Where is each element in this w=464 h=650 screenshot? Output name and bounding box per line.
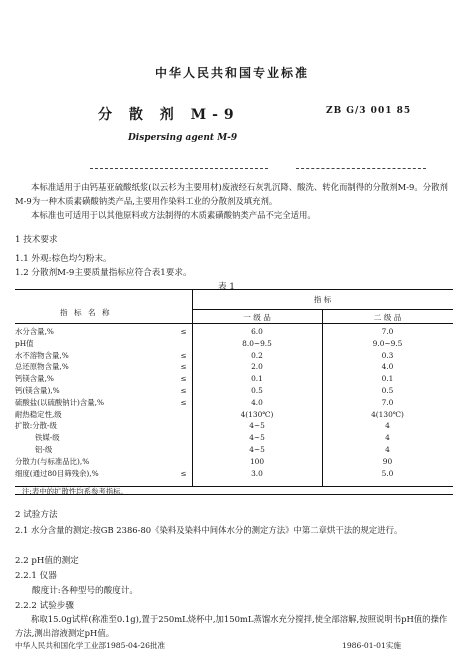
- footer-date: 1986-01-01实施: [342, 641, 401, 650]
- cell-limit: [175, 444, 192, 456]
- table-note: 注:表中的扩散性均系参考指标。: [22, 487, 128, 496]
- cell-name: 铝-级: [35, 444, 53, 454]
- cell-name: 钙(镁含量),%: [15, 385, 60, 395]
- table-row: [15, 338, 453, 350]
- table-header-grade1: 一 级 品: [243, 313, 271, 322]
- table-header-item: 指 标 名 称: [60, 308, 112, 317]
- cell-grade1: 4~5: [249, 433, 265, 443]
- table-top-rule: [15, 289, 453, 290]
- cell-grade1: 4~5: [249, 444, 265, 454]
- cell-grade2: 4: [385, 421, 390, 431]
- cell-grade2: 4(130℃): [371, 409, 404, 419]
- cell-name: 水分含量,%: [15, 327, 54, 336]
- clause-text: 称取15.0g试样(称准至0.1g),置于250mL烧杯中,加150mL蒸馏水充分搅拌,使全部溶解,按照说明书pH值的操作方法,测出溶液测定pH值。: [15, 614, 448, 638]
- cell-grade1: 4~5: [249, 421, 265, 431]
- cell-name: 水不溶物含量,%: [15, 350, 69, 360]
- cell-grade2: 0.5: [381, 385, 394, 395]
- table-row: [15, 444, 453, 456]
- table-row: [15, 468, 453, 480]
- table-caption: 表 1: [218, 282, 235, 292]
- cell-grade1: 100: [249, 456, 265, 466]
- cell-grade1: 0.5: [251, 385, 263, 395]
- cell-grade1: 6.0: [251, 327, 263, 336]
- cell-limit: ≤: [180, 362, 187, 372]
- cell-grade2: 7.0: [381, 327, 394, 336]
- cell-name: 细度(通过80目筛残余),%: [15, 468, 99, 478]
- document-title-english: Dispersing agent M-9: [128, 133, 238, 143]
- cell-limit: ≤: [180, 350, 187, 360]
- intro-paragraph: 本标准也可适用于以其他原料或方法制得的木质素磺酸钠类产品不完全适用。: [31, 210, 316, 220]
- title-divider-right: [296, 168, 426, 169]
- cell-grade1: 0.2: [251, 350, 263, 360]
- clause: 2.2 pH值的测定: [15, 556, 79, 566]
- document-title: 分 散 剂 M-9: [98, 107, 240, 123]
- cell-grade2: 90: [382, 456, 393, 466]
- cell-grade2: 0.3: [381, 350, 394, 360]
- cell-limit: [175, 409, 192, 421]
- cell-limit: [175, 456, 192, 468]
- title-divider-left: [90, 168, 268, 169]
- cell-grade2: 4.0: [381, 362, 394, 372]
- clause-text: 酸度计:各种型号的酸度计。: [32, 586, 139, 596]
- cell-limit: ≤: [180, 397, 187, 407]
- table-row: [15, 326, 453, 338]
- intro-paragraph: 本标准适用于由钙基亚硫酸纸浆(以云杉为主要用材)废液经石灰乳沉降、酸洗、转化而制得的分散剂M-9。分散剂M-9为一种木质素磺酸钠类产品,主要用作染料工业的分散剂及填充剂。: [15, 182, 448, 206]
- cell-grade1: 3.0: [251, 468, 263, 478]
- table-divider: [15, 323, 453, 324]
- clause: 2.2.1 仪器: [15, 571, 57, 581]
- cell-limit: ≤: [180, 327, 187, 336]
- table-row: [15, 373, 453, 385]
- cell-name: 总还原物含量,%: [15, 362, 69, 372]
- clause: 1.1 外观:棕色均匀粉末。: [15, 254, 112, 264]
- cell-limit: ≤: [180, 385, 187, 395]
- table-row: [15, 409, 453, 421]
- cell-grade2: 5.0: [381, 468, 394, 478]
- table-header-spec: 指 标: [313, 295, 332, 304]
- spec-table: [15, 326, 453, 479]
- cell-limit: ≤: [180, 374, 187, 384]
- cell-name: 扩散:分散-级: [15, 421, 57, 431]
- cell-grade1: 0.1: [251, 374, 263, 384]
- table-row: [15, 350, 453, 362]
- cell-name: 硫酸盐(以硫酸钠计)含量,%: [15, 397, 105, 407]
- cell-limit: [175, 338, 192, 350]
- cell-grade1: 8.0~9.5: [242, 338, 272, 348]
- section-heading: 2 试验方法: [15, 510, 58, 520]
- cell-grade2: 7.0: [381, 397, 394, 407]
- cell-name: pH值: [15, 338, 34, 348]
- cell-limit: [175, 420, 192, 432]
- cell-grade1: 4.0: [251, 397, 263, 407]
- clause: 2.1 水分含量的测定:按GB 2386-80《染料及染料中间体水分的测定方法》中第二章烘干法的规定进行。: [15, 525, 403, 535]
- cell-grade1: 2.0: [251, 362, 263, 372]
- section-heading: 1 技术要求: [15, 235, 58, 245]
- cell-grade2: 4: [385, 433, 390, 443]
- table-row: [15, 432, 453, 444]
- document-code: ZB G/3 001 85: [326, 106, 412, 116]
- cell-grade2: 9.0~9.5: [372, 338, 403, 348]
- cell-grade2: 4: [385, 444, 390, 454]
- cell-limit: ≤: [180, 468, 187, 478]
- table-row: [15, 456, 453, 468]
- table-row: [15, 397, 453, 409]
- clause: 2.2.2 试验步骤: [15, 601, 74, 611]
- cell-grade1: 4(130℃): [240, 409, 274, 419]
- cell-name: 钙镁含量,%: [15, 374, 54, 384]
- cell-name: 铁媒-级: [35, 433, 60, 443]
- table-header-grade2: 二 级 品: [373, 313, 402, 322]
- cell-name: 分散力(与标准品比),%: [15, 456, 90, 466]
- clause: 1.2 分散剂M-9主要质量指标应符合表1要求。: [15, 268, 192, 278]
- cell-name: 耐热稳定性,级: [15, 409, 62, 419]
- table-divider: [192, 309, 453, 310]
- cell-grade2: 0.1: [381, 374, 394, 384]
- standard-title: 中华人民共和国专业标准: [154, 66, 309, 80]
- cell-limit: [175, 432, 192, 444]
- table-row: [15, 385, 453, 397]
- table-row: [15, 361, 453, 373]
- footer-issuer: 中华人民共和国化学工业部1985-04-26批准: [15, 641, 166, 650]
- table-row: [15, 420, 453, 432]
